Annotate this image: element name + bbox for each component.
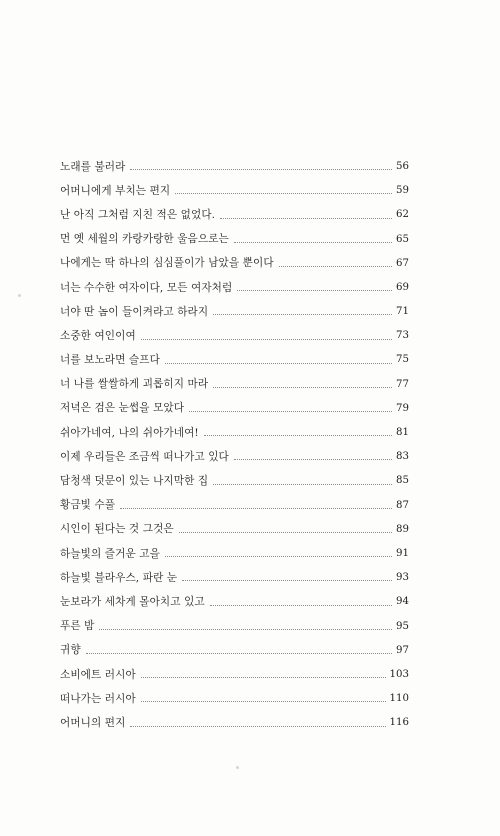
entry-title: 눈보라가 세차게 몰아치고 있고 (60, 595, 205, 608)
entry-title: 먼 옛 세월의 카랑카랑한 울음으로는 (60, 233, 229, 246)
toc-entry[interactable] (60, 559, 409, 583)
page-number: 59 (396, 185, 409, 197)
toc-entry[interactable] (60, 390, 409, 414)
toc-entry[interactable] (60, 704, 409, 728)
entry-title: 푸른 밤 (60, 620, 95, 633)
paper-speck (236, 766, 239, 769)
page-number: 81 (396, 427, 409, 439)
toc-entry[interactable] (60, 366, 409, 390)
dot-leader (86, 653, 392, 654)
entry-title: 떠나가는 러시아 (60, 692, 136, 705)
paper-speck (18, 294, 21, 297)
page-number: 103 (389, 668, 409, 680)
page-number: 56 (396, 160, 409, 172)
entry-title: 하늘빛의 즐거운 고을 (60, 547, 160, 560)
toc-entry[interactable] (60, 245, 409, 269)
dot-leader (210, 605, 392, 606)
dot-leader (99, 629, 392, 630)
entry-title: 귀향 (60, 644, 81, 657)
dot-leader (141, 677, 386, 678)
entry-title: 어머니에게 부치는 편지 (60, 184, 171, 197)
page-number: 116 (389, 717, 409, 729)
entry-title: 어머니의 편지 (60, 716, 126, 729)
entry-title: 황금빛 수풀 (60, 499, 116, 512)
page-number: 89 (396, 523, 409, 535)
toc-entry[interactable] (60, 148, 409, 172)
entry-title: 노래를 불러라 (60, 160, 126, 173)
page-number: 94 (396, 596, 409, 608)
entry-title: 나에게는 딱 하나의 심심풀이가 남았을 뿐이다 (60, 257, 274, 270)
entry-title: 난 아직 그처럼 지친 적은 없었다. (60, 208, 216, 221)
toc-entry[interactable] (60, 438, 409, 462)
dot-leader (130, 169, 392, 170)
dot-leader (130, 726, 385, 727)
toc-entry[interactable] (60, 462, 409, 486)
page-number: 77 (396, 378, 409, 390)
dot-leader (189, 411, 392, 412)
toc-entry[interactable] (60, 511, 409, 535)
page-number: 83 (396, 451, 409, 463)
toc-entry[interactable] (60, 680, 409, 704)
entry-title: 소비에트 러시아 (60, 668, 136, 681)
page-number: 79 (396, 402, 409, 414)
entry-title: 너는 수수한 여자이다, 모든 여자처럼 (60, 281, 233, 294)
entry-title: 너야 딴 놈이 들이켜라고 하라지 (60, 305, 209, 318)
page-number: 87 (396, 499, 409, 511)
page-number: 67 (396, 257, 409, 269)
page-number: 93 (396, 572, 409, 584)
entry-title: 담청색 덧문이 있는 나지막한 집 (60, 475, 209, 488)
dot-leader (165, 363, 392, 364)
entry-title: 쉬아가네여, 나의 쉬아가네여! (60, 426, 199, 439)
toc-entry[interactable] (60, 172, 409, 196)
page-number: 73 (396, 330, 409, 342)
page-number: 91 (396, 547, 409, 559)
page-number: 97 (396, 644, 409, 656)
toc-entry[interactable] (60, 487, 409, 511)
page-number: 85 (396, 475, 409, 487)
dot-leader (179, 532, 392, 533)
dot-leader (234, 459, 392, 460)
entry-title: 소중한 여인이여 (60, 329, 136, 342)
entry-title: 너 나를 쌀쌀하게 괴롭히지 마라 (60, 378, 209, 391)
entry-title: 시인이 된다는 것 그것은 (60, 523, 174, 536)
page-number: 65 (396, 233, 409, 245)
toc-entry[interactable] (60, 656, 409, 680)
toc-entry[interactable] (60, 583, 409, 607)
toc-entry[interactable] (60, 293, 409, 317)
dot-leader (213, 484, 392, 485)
dot-leader (182, 580, 392, 581)
toc-entry[interactable] (60, 342, 409, 366)
entry-title: 이제 우리들은 조금씩 떠나가고 있다 (60, 450, 229, 463)
page-number: 71 (396, 306, 409, 318)
entry-title: 너를 보노라면 슬프다 (60, 354, 160, 367)
page-number: 62 (396, 209, 409, 221)
toc-entry[interactable] (60, 269, 409, 293)
dot-leader (213, 387, 392, 388)
toc-entry[interactable] (60, 535, 409, 559)
dot-leader (234, 242, 392, 243)
entry-title: 저녁은 검은 눈썹을 모았다 (60, 402, 185, 415)
dot-leader (141, 701, 386, 702)
page-number: 95 (396, 620, 409, 632)
dot-leader (237, 290, 392, 291)
toc-entry[interactable] (60, 317, 409, 341)
dot-leader (279, 266, 392, 267)
page-number: 75 (396, 354, 409, 366)
page-number: 110 (389, 693, 409, 705)
dot-leader (120, 508, 392, 509)
dot-leader (175, 193, 392, 194)
dot-leader (204, 435, 392, 436)
toc-entry[interactable] (60, 414, 409, 438)
toc-entry[interactable] (60, 632, 409, 656)
toc-entry[interactable] (60, 608, 409, 632)
dot-leader (220, 218, 392, 219)
table-of-contents (60, 148, 409, 729)
toc-entry[interactable] (60, 196, 409, 220)
dot-leader (141, 339, 392, 340)
entry-title: 하늘빛 블라우스, 파란 눈 (60, 571, 178, 584)
toc-entry[interactable] (60, 221, 409, 245)
page-number: 69 (396, 281, 409, 293)
dot-leader (213, 314, 392, 315)
dot-leader (165, 556, 392, 557)
